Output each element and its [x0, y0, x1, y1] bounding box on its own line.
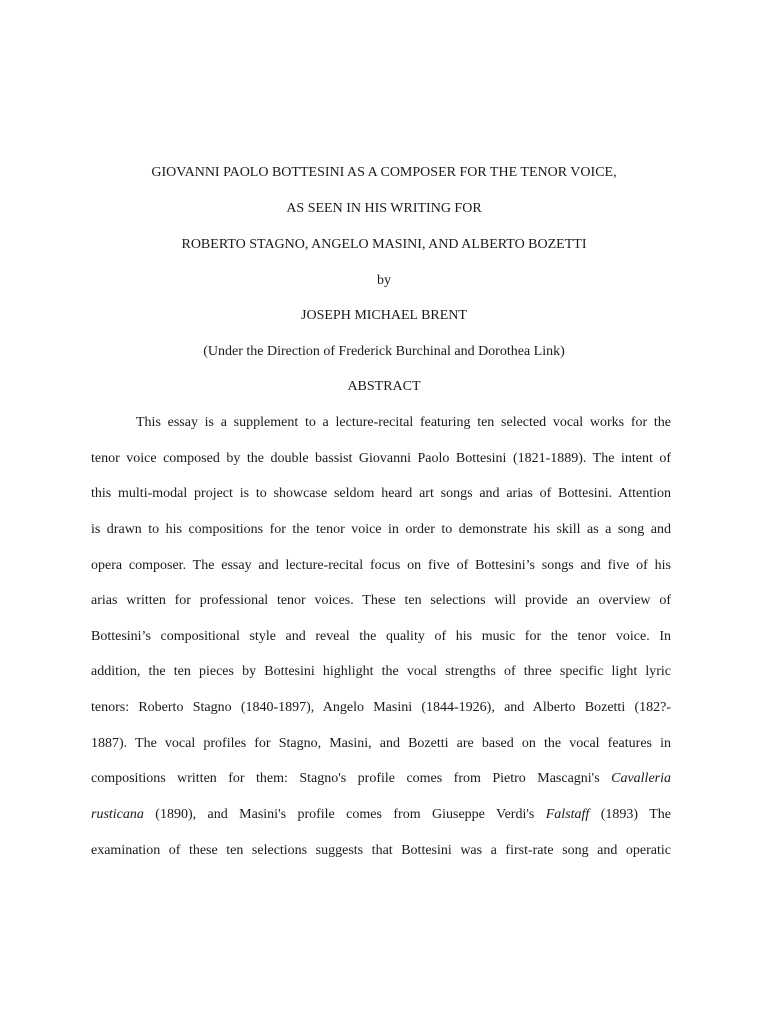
- line-12-text-post: (1893) The: [589, 807, 671, 822]
- abstract-line-6: arias written for professional tenor voices. These ten selections will provide an overview of: [91, 593, 671, 608]
- title-line-2: AS SEEN IN HIS WRITING FOR: [286, 201, 482, 216]
- author-name: JOSEPH MICHAEL BRENT: [301, 308, 467, 323]
- abstract-line-7: Bottesini’s compositional style and reveal the quality of his music for the tenor voice. In: [91, 629, 671, 644]
- line-12-italic-title-2: Falstaff: [545, 807, 590, 822]
- line-11-italic-title: Cavalleria: [611, 771, 671, 786]
- abstract-line-2: tenor voice composed by the double bassist Giovanni Paolo Bottesini (1821-1889). The intent of: [91, 451, 671, 466]
- abstract-line-9: tenors: Roberto Stagno (1840-1897), Angelo Masini (1844-1926), and Alberto Bozetti (182?-: [91, 700, 671, 715]
- abstract-line-1: This essay is a supplement to a lecture-recital featuring ten selected vocal works for the: [136, 415, 671, 430]
- line-11-text: compositions written for them: Stagno's profile comes from Pietro Mascagni's: [91, 771, 612, 786]
- abstract-line-5: opera composer. The essay and lecture-recital focus on five of Bottesini’s songs and five of his: [91, 558, 671, 573]
- abstract-line-3: this multi-modal project is to showcase seldom heard art songs and arias of Bottesini. Attention: [91, 486, 671, 501]
- title-line-1: GIOVANNI PAOLO BOTTESINI AS A COMPOSER FOR THE TENOR VOICE,: [151, 165, 617, 180]
- abstract-heading: ABSTRACT: [347, 379, 421, 394]
- abstract-line-8: addition, the ten pieces by Bottesini highlight the vocal strengths of three specific light lyric: [91, 664, 671, 679]
- line-12-text-mid: (1890), and Masini's profile comes from Giuseppe Verdi's: [143, 807, 546, 822]
- direction-line: (Under the Direction of Frederick Burchinal and Dorothea Link): [203, 344, 565, 359]
- line-12-italic-title-1: rusticana: [91, 807, 144, 822]
- abstract-line-11: [91, 769, 671, 789]
- abstract-line-12: [91, 805, 671, 825]
- title-line-3: ROBERTO STAGNO, ANGELO MASINI, AND ALBERTO BOZETTI: [181, 237, 587, 252]
- abstract-line-13: examination of these ten selections suggests that Bottesini was a first-rate song and operatic: [91, 843, 671, 858]
- abstract-line-4: is drawn to his compositions for the tenor voice in order to demonstrate his skill as a song and: [91, 522, 671, 537]
- abstract-line-10: 1887). The vocal profiles for Stagno, Masini, and Bozetti are based on the vocal features in: [91, 736, 671, 751]
- by-line: by: [377, 273, 391, 288]
